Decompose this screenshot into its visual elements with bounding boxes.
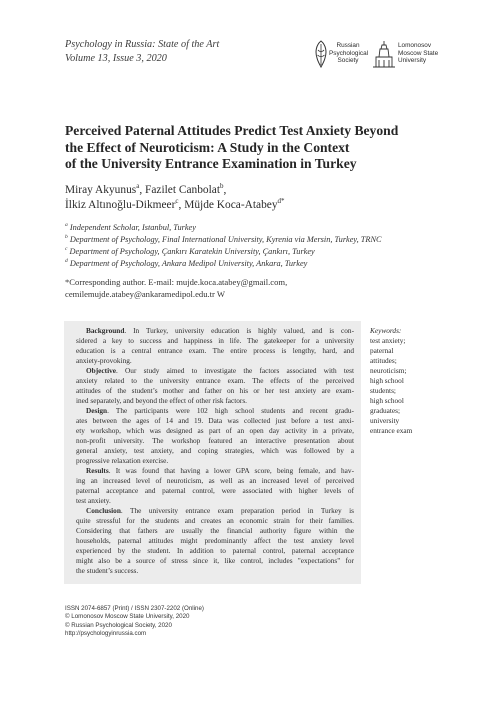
msu-logo-line1: Lomonosov bbox=[398, 42, 432, 49]
keyword-line: high school bbox=[370, 395, 404, 405]
keyword-line: attitudes; bbox=[370, 355, 397, 365]
author-list: Miray Akyunus$^a$, Fazilet Canbolat$^b$, İlkiz Altınoğlu-Dikmeer$^c$, Müjde Koca-Atabey$^{d*}$ bbox=[65, 182, 285, 211]
title-line1: Perceived Paternal Attitudes Predict Test Anxiety Beyond bbox=[65, 123, 399, 138]
corresponding-line1: *Corresponding author. E-mail: mujde.koca.atabey@gmail.com, bbox=[65, 277, 288, 287]
rps-emblem-icon bbox=[313, 40, 329, 68]
rps-logo-line2: Psychological bbox=[329, 49, 369, 57]
keyword-line: high school bbox=[370, 375, 404, 385]
title-line2: the Effect of Neuroticism: A Study in the Context bbox=[65, 139, 350, 155]
abstract-conclusion: Conclusion. The university entrance exam preparation period in Turkey is bbox=[86, 505, 354, 515]
author-name: Müjde Koca-Atabey bbox=[184, 199, 278, 211]
keywords bbox=[370, 326, 450, 436]
affiliation-item: $^a$ Independent Scholar, Istanbul, Turkey bbox=[65, 222, 196, 232]
article-title bbox=[65, 123, 445, 173]
msu-logo bbox=[372, 37, 472, 73]
author-name: Fazilet Canbolat bbox=[145, 184, 220, 196]
affiliation-item: $^b$ Department of Psychology, Final International University, Kyrenia via Mersin, Turkey, TRNC bbox=[65, 234, 382, 244]
rps-logo-line3: Society bbox=[337, 57, 359, 65]
author-name: İlkiz Altınoğlu-Dikmeer bbox=[65, 199, 176, 211]
journal-url-link[interactable]: http://psychologyinrussia.com bbox=[65, 630, 147, 638]
copyright-rps: © Russian Psychological Society, 2020 bbox=[65, 621, 172, 629]
keyword-line: entrance exam bbox=[370, 425, 413, 435]
issn-line: ISSN 2074-6857 (Print) / ISSN 2307-2202 (Online) bbox=[65, 605, 204, 612]
keyword-line: paternal bbox=[370, 345, 394, 355]
corresponding-line2: cemilemujde.atabey@ankaramedipol.edu.tr W bbox=[65, 289, 225, 299]
keyword-line: students; bbox=[370, 385, 396, 395]
abstract-results: Results. It was found that having a lower GPA score, being female, and hav- bbox=[86, 465, 354, 475]
keyword-line: test anxiety; bbox=[370, 335, 406, 345]
msu-logo-line3: University bbox=[398, 57, 427, 65]
keyword-line: graduates; bbox=[370, 405, 400, 415]
abstract-objective: Objective. Our study aimed to investigate the factors associated with test bbox=[86, 365, 354, 375]
abstract-design: Design. The participants were 102 high school students and recent gradu- bbox=[86, 405, 354, 415]
author-affiliation-mark: c bbox=[175, 197, 179, 206]
author-name: Miray Akyunus bbox=[65, 184, 137, 196]
journal-volume: Volume 13, Issue 3, 2020 bbox=[65, 53, 167, 64]
msu-emblem-icon bbox=[372, 39, 396, 69]
affiliation-item: $^c$ Department of Psychology, Çankırı Karatekin University, Çankırı, Turkey bbox=[65, 246, 315, 256]
keyword-line: university bbox=[370, 415, 400, 425]
journal-name: Psychology in Russia: State of the Art bbox=[65, 39, 220, 50]
keyword-line: neuroticism; bbox=[370, 365, 407, 375]
title-line3: of the University Entrance Examination in Turkey bbox=[65, 156, 357, 172]
keywords-title: Keywords: bbox=[370, 326, 402, 335]
affiliations bbox=[65, 222, 465, 270]
author-affiliation-mark: d* bbox=[277, 197, 285, 206]
affiliation-item: $^d$ Department of Psychology, Ankara Medipol University, Ankara, Turkey bbox=[65, 258, 308, 268]
author-affiliation-mark: b bbox=[219, 182, 224, 191]
msu-logo-line2: Moscow State bbox=[398, 49, 439, 57]
page-footer bbox=[65, 605, 365, 639]
copyright-msu: © Lomonosov Moscow State University, 2020 bbox=[65, 613, 190, 621]
author-affiliation-mark: a bbox=[136, 182, 140, 191]
journal-header bbox=[65, 38, 305, 66]
abstract-background: Background. In Turkey, university education is highly valued, and is con- bbox=[86, 326, 354, 335]
abstract: Background. In Turkey, university education is highly valued, and is con- sidered a key to success and happiness in life. The gatekeeper for a university education is a central entrance exam. The entire process is lengthy, hard, and anxiety-provoking. Objective. Our study aimed to investigate the factors associated with test anxiety related to the university entrance exam. The effects of the perceived attitudes of the student’s mother and father on his or her test anxiety are exam- ined separately, and beyond the effect of other risk factors. Design. The participants were 102 high school students and recent gradu- ates between the ages of 14 and 19. Data was collected just before a test anxi- ety workshop, which was designed as part of an open day activity in a private, non-profit university. The workshop featured an interactive presentation about general anxiety, test anxiety, and coping strategies, which was followed by a progressive relaxation exercise. Results. It was found that having a lower GPA score, being female, and hav- ing an increased level of neuroticism, as well as an increased level of perceived paternal acceptance and paternal control, were associated with higher levels of test anxiety. Conclusion. The university entrance exam preparation period in Turkey is quite stressful for the students and creates an economic strain for their families. Considering that fathers are usually the financial authority figure within the households, paternal attitudes might predominantly affect the test anxiety level experienced by the student. In addition to paternal control, paternal acceptance might also be a source of stress since it, like control, includes "expectations" for the student’s success. bbox=[76, 326, 354, 575]
corresponding-author bbox=[65, 276, 445, 300]
rps-logo-line1: Russian bbox=[336, 42, 360, 49]
